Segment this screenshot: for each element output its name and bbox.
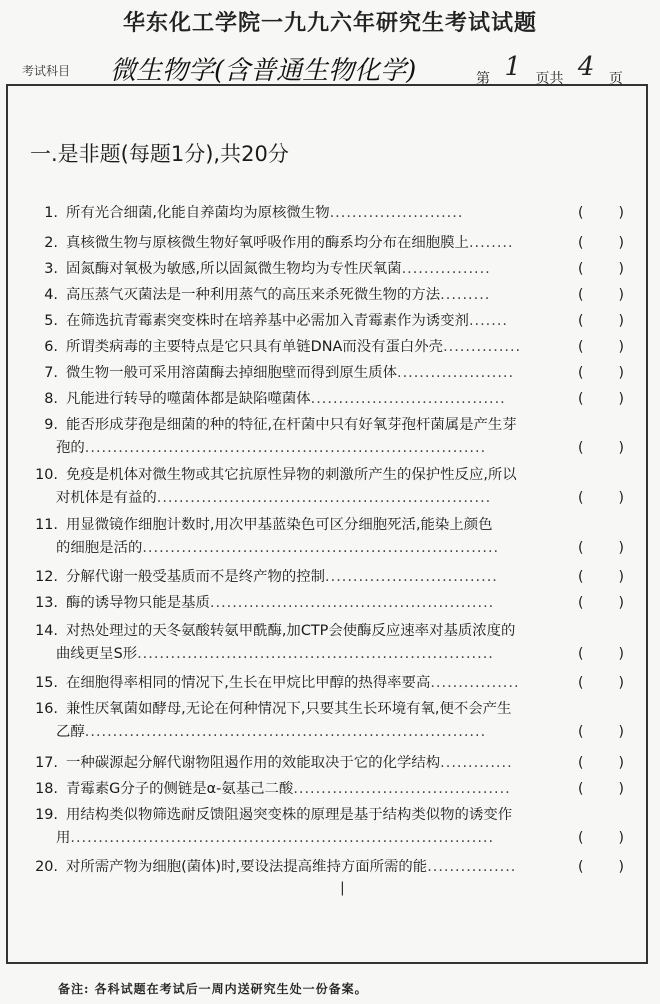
answer-open-paren: ( bbox=[578, 675, 584, 691]
leader-dots: ......... bbox=[440, 287, 491, 303]
question-text-continued: 对机体是有益的 bbox=[56, 490, 157, 506]
answer-blank[interactable] bbox=[578, 287, 624, 303]
answer-close-paren: ) bbox=[618, 490, 624, 506]
page-total: 4 bbox=[577, 52, 595, 82]
answer-close-paren: ) bbox=[618, 724, 624, 740]
page-mid: 页共 bbox=[535, 71, 564, 87]
question-number: 9. bbox=[44, 417, 58, 433]
question-text: 所谓类病毒的主要特点是它只具有单链DNA而没有蛋白外壳 bbox=[66, 339, 444, 355]
question-text: 用结构类似物筛选耐反馈阻遏突变株的原理是基于结构类似物的诱变作 bbox=[66, 807, 513, 823]
question-number: 18. bbox=[35, 781, 58, 797]
subject-row bbox=[14, 48, 654, 87]
page-mark: | bbox=[340, 880, 345, 896]
question-text-continued: 孢的 bbox=[56, 440, 85, 456]
answer-open-paren: ( bbox=[578, 830, 584, 846]
question-item bbox=[24, 414, 624, 460]
exam-title: 华东化工学院一九九六年研究生考试试题 bbox=[122, 10, 537, 36]
question-number: 8. bbox=[44, 391, 58, 407]
question-text: 酶的诱导物只能是基质 bbox=[66, 595, 210, 611]
answer-close-paren: ) bbox=[618, 755, 624, 771]
question-text: 一种碳源起分解代谢物阻遏作用的效能取决于它的化学结构 bbox=[66, 755, 441, 771]
answer-close-paren: ) bbox=[618, 365, 624, 381]
answer-close-paren: ) bbox=[618, 830, 624, 846]
page-prefix: 第 bbox=[476, 71, 490, 87]
answer-open-paren: ( bbox=[578, 540, 584, 556]
leader-dots: ................................................................ bbox=[137, 646, 494, 662]
answer-close-paren: ) bbox=[618, 440, 624, 456]
question-number: 6. bbox=[44, 339, 58, 355]
answer-close-paren: ) bbox=[618, 261, 624, 277]
leader-dots: ........................................................................ bbox=[84, 440, 487, 456]
answer-open-paren: ( bbox=[578, 755, 584, 771]
answer-blank[interactable] bbox=[578, 755, 624, 771]
leader-dots: ................ bbox=[430, 675, 520, 691]
answer-blank[interactable] bbox=[578, 830, 624, 846]
leader-dots: ............. bbox=[440, 755, 513, 771]
question-text: 真核微生物与原核微生物好氧呼吸作用的酶系均分布在细胞膜上 bbox=[66, 235, 469, 251]
answer-blank[interactable] bbox=[578, 365, 624, 381]
question-number: 2. bbox=[44, 235, 58, 251]
answer-open-paren: ( bbox=[578, 569, 584, 585]
question-text-continued: 的细胞是活的 bbox=[56, 540, 143, 556]
question-item bbox=[24, 672, 624, 695]
leader-dots: ........ bbox=[468, 235, 514, 251]
answer-blank[interactable] bbox=[578, 540, 624, 556]
footer-note: 备注: 各科试题在考试后一周内送研究生处一份备案。 bbox=[58, 982, 368, 996]
subject-value: 微生物学(含普通生物化学) bbox=[110, 56, 417, 86]
answer-close-paren: ) bbox=[618, 205, 624, 221]
answer-open-paren: ( bbox=[578, 595, 584, 611]
question-text-continued: 乙醇 bbox=[56, 724, 85, 740]
question-text: 在细胞得率相同的情况下,生长在甲烷比甲醇的热得率要高 bbox=[66, 675, 431, 691]
leader-dots: ........................ bbox=[329, 205, 464, 221]
question-item bbox=[24, 566, 624, 589]
question-text: 兼性厌氧菌如酵母,无论在何种情况下,只要其生长环境有氧,便不会产生 bbox=[66, 701, 512, 717]
question-text: 凡能进行转导的噬菌体都是缺陷噬菌体 bbox=[66, 391, 311, 407]
question-number: 1. bbox=[44, 205, 58, 221]
question-text: 对热处理过的天冬氨酸转氨甲酰酶,加CTP会使酶反应速率对基质浓度的 bbox=[66, 623, 516, 639]
leader-dots: ................................... bbox=[310, 391, 506, 407]
question-number: 7. bbox=[44, 365, 58, 381]
leader-dots: ................................................................ bbox=[142, 540, 500, 556]
question-item bbox=[24, 336, 624, 359]
answer-close-paren: ) bbox=[618, 675, 624, 691]
answer-open-paren: ( bbox=[578, 646, 584, 662]
question-number: 3. bbox=[44, 261, 58, 277]
question-item bbox=[24, 284, 624, 307]
question-text: 能否形成芽孢是细菌的种的特征,在杆菌中只有好氧芽孢杆菌属是产生芽 bbox=[66, 417, 517, 433]
question-item bbox=[24, 856, 624, 879]
answer-close-paren: ) bbox=[618, 569, 624, 585]
question-item bbox=[24, 698, 624, 744]
question-text: 免疫是机体对微生物或其它抗原性异物的刺激所产生的保护性反应,所以 bbox=[66, 467, 517, 483]
answer-open-paren: ( bbox=[578, 781, 584, 797]
question-number: 13. bbox=[35, 595, 58, 611]
question-number: 12. bbox=[35, 569, 58, 585]
answer-close-paren: ) bbox=[618, 859, 624, 875]
leader-dots: ....................................... bbox=[293, 781, 511, 797]
answer-blank[interactable] bbox=[578, 724, 624, 740]
subject-label: 考试科目 bbox=[22, 64, 71, 78]
answer-blank[interactable] bbox=[578, 490, 624, 506]
question-text-continued: 曲线更呈S形 bbox=[56, 646, 138, 662]
answer-close-paren: ) bbox=[618, 339, 624, 355]
question-item bbox=[24, 362, 624, 385]
answer-blank[interactable] bbox=[578, 205, 624, 221]
answer-close-paren: ) bbox=[618, 781, 624, 797]
section-title: 一.是非题(每题1分),共20分 bbox=[30, 142, 289, 166]
answer-open-paren: ( bbox=[578, 391, 584, 407]
answer-blank[interactable] bbox=[578, 313, 624, 329]
answer-close-paren: ) bbox=[618, 235, 624, 251]
question-number: 16. bbox=[35, 701, 58, 717]
question-text: 用显微镜作细胞计数时,用次甲基蓝染色可区分细胞死活,能染上颜色 bbox=[66, 517, 493, 533]
answer-blank[interactable] bbox=[578, 781, 624, 797]
leader-dots: ........................................................................ bbox=[84, 724, 487, 740]
answer-blank[interactable] bbox=[578, 859, 624, 875]
question-item bbox=[24, 258, 624, 281]
page-number: 1 bbox=[504, 52, 521, 82]
answer-blank[interactable] bbox=[578, 339, 624, 355]
answer-open-paren: ( bbox=[578, 261, 584, 277]
answer-open-paren: ( bbox=[578, 313, 584, 329]
question-item bbox=[24, 620, 624, 666]
answer-open-paren: ( bbox=[578, 859, 584, 875]
answer-blank[interactable] bbox=[578, 675, 624, 691]
question-text: 青霉素G分子的侧链是α-氨基己二酸 bbox=[66, 781, 294, 797]
question-item bbox=[24, 778, 624, 801]
answer-open-paren: ( bbox=[578, 235, 584, 251]
question-item bbox=[24, 464, 624, 510]
answer-blank[interactable] bbox=[578, 646, 624, 662]
question-number: 5. bbox=[44, 313, 58, 329]
question-item bbox=[24, 232, 624, 255]
answer-open-paren: ( bbox=[578, 724, 584, 740]
question-text: 在筛选抗青霉素突变株时在培养基中必需加入青霉素作为诱变剂 bbox=[66, 313, 469, 329]
answer-open-paren: ( bbox=[578, 440, 584, 456]
leader-dots: ................ bbox=[401, 261, 491, 277]
leader-dots: ............................................................ bbox=[156, 490, 492, 506]
answer-blank[interactable] bbox=[578, 440, 624, 456]
question-text: 微生物一般可采用溶菌酶去掉细胞壁而得到原生质体 bbox=[66, 365, 397, 381]
leader-dots: ............................... bbox=[325, 569, 498, 585]
question-text: 固氮酶对氧极为敏感,所以固氮微生物均为专性厌氧菌 bbox=[66, 261, 402, 277]
answer-close-paren: ) bbox=[618, 391, 624, 407]
answer-open-paren: ( bbox=[578, 287, 584, 303]
question-item bbox=[24, 310, 624, 333]
answer-blank[interactable] bbox=[578, 595, 624, 611]
leader-dots: ................ bbox=[427, 859, 517, 875]
answer-open-paren: ( bbox=[578, 490, 584, 506]
question-item bbox=[24, 752, 624, 775]
answer-open-paren: ( bbox=[578, 205, 584, 221]
question-number: 20. bbox=[35, 859, 58, 875]
question-item bbox=[24, 388, 624, 411]
question-item bbox=[24, 804, 624, 850]
page-suffix: 页 bbox=[608, 71, 623, 87]
leader-dots: ................................................... bbox=[209, 595, 495, 611]
answer-close-paren: ) bbox=[618, 595, 624, 611]
question-text-continued: 用 bbox=[56, 830, 71, 846]
answer-blank[interactable] bbox=[578, 391, 624, 407]
answer-blank[interactable] bbox=[578, 261, 624, 277]
question-text: 对所需产物为细胞(菌体)时,要设法提高维持方面所需的能 bbox=[66, 859, 428, 875]
answer-close-paren: ) bbox=[618, 646, 624, 662]
leader-dots: ............................................................................ bbox=[70, 830, 495, 846]
question-number: 19. bbox=[35, 807, 58, 823]
leader-dots: .............. bbox=[443, 339, 522, 355]
leader-dots: ....... bbox=[468, 313, 508, 329]
question-text: 所有光合细菌,化能自养菌均为原核微生物 bbox=[66, 205, 330, 221]
question-text: 分解代谢一般受基质而不是终产物的控制 bbox=[66, 569, 326, 585]
answer-close-paren: ) bbox=[618, 540, 624, 556]
question-number: 14. bbox=[35, 623, 58, 639]
question-number: 4. bbox=[44, 287, 58, 303]
question-number: 15. bbox=[35, 675, 58, 691]
answer-blank[interactable] bbox=[578, 569, 624, 585]
leader-dots: ..................... bbox=[397, 365, 515, 381]
question-text: 高压蒸气灭菌法是一种利用蒸气的高压来杀死微生物的方法 bbox=[66, 287, 441, 303]
question-number: 11. bbox=[35, 517, 58, 533]
question-item bbox=[24, 514, 624, 560]
answer-open-paren: ( bbox=[578, 339, 584, 355]
answer-close-paren: ) bbox=[618, 313, 624, 329]
answer-blank[interactable] bbox=[578, 235, 624, 251]
question-number: 10. bbox=[35, 467, 58, 483]
answer-close-paren: ) bbox=[618, 287, 624, 303]
question-item bbox=[24, 592, 624, 615]
answer-open-paren: ( bbox=[578, 365, 584, 381]
question-number: 17. bbox=[35, 755, 58, 771]
question-item bbox=[24, 202, 624, 225]
